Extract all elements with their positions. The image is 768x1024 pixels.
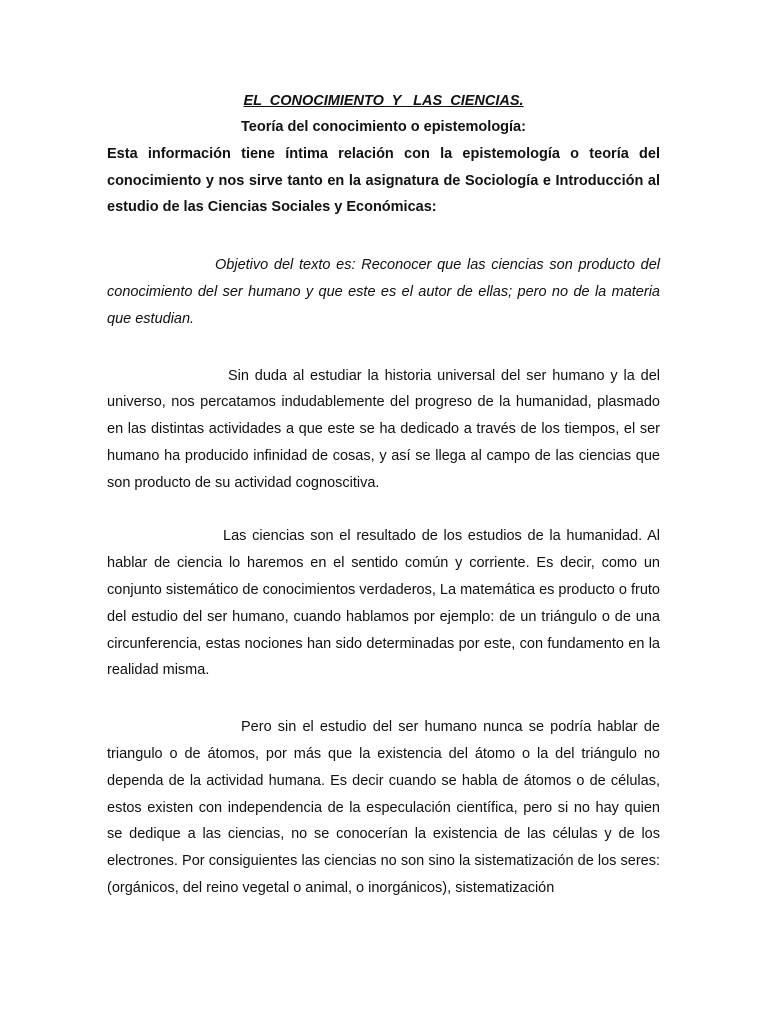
- body-paragraph-2: Las ciencias son el resultado de los estudios de la humanidad. Al hablar de ciencia lo haremos en el sentido común y corriente. Es decir, como un conjunto sistemático de conocimientos verdaderos, La matemática es producto o fruto del estudio del ser humano, cuando hablamos por ejemplo: de un triángulo o de una circunferencia, estas nociones han sido determinadas por este, con fundamento en la realidad misma.: [107, 528, 660, 679]
- document-subtitle: Teoría del conocimiento o epistemología:: [241, 119, 526, 135]
- intro-paragraph: Esta información tiene íntima relación con la epistemología o teoría del conocimiento y nos sirve tanto en la asignatura de Sociología e Introducción al estudio de las Ciencias Sociales y Económicas:: [107, 146, 660, 215]
- document-title: EL CONOCIMIENTO Y LAS CIENCIAS.: [243, 93, 524, 109]
- objective-paragraph: Objetivo del texto es: Reconocer que las ciencias son producto del conocimiento del ser humano y que este es el autor de ellas; pero no de la materia que estudian.: [107, 256, 660, 327]
- body-paragraph-3: Pero sin el estudio del ser humano nunca se podría hablar de triangulo o de átomos, por más que la existencia del átomo o la del triángulo no dependa de la actividad humana. Es decir cuando se habla de átomos o de células, estos existen con independencia de la especulación científica, pero si no hay quien se dedique a las ciencias, no se conocerían la existencia de las células y de los electrones. Por consiguientes las ciencias no son sino la sistematización de los seres: (orgánicos, del reino vegetal o animal, o inorgánicos), sistematización: [107, 719, 660, 897]
- body-paragraph-1: Sin duda al estudiar la historia universal del ser humano y la del universo, nos percatamos indudablemente del progreso de la humanidad, plasmado en las distintas actividades a que este se ha dedicado a través de los tiempos, el ser humano ha producido infinidad de cosas, y así se llega al campo de las ciencias que son producto de su actividad cognoscitiva.: [107, 367, 660, 491]
- document-page: [107, 88, 660, 902]
